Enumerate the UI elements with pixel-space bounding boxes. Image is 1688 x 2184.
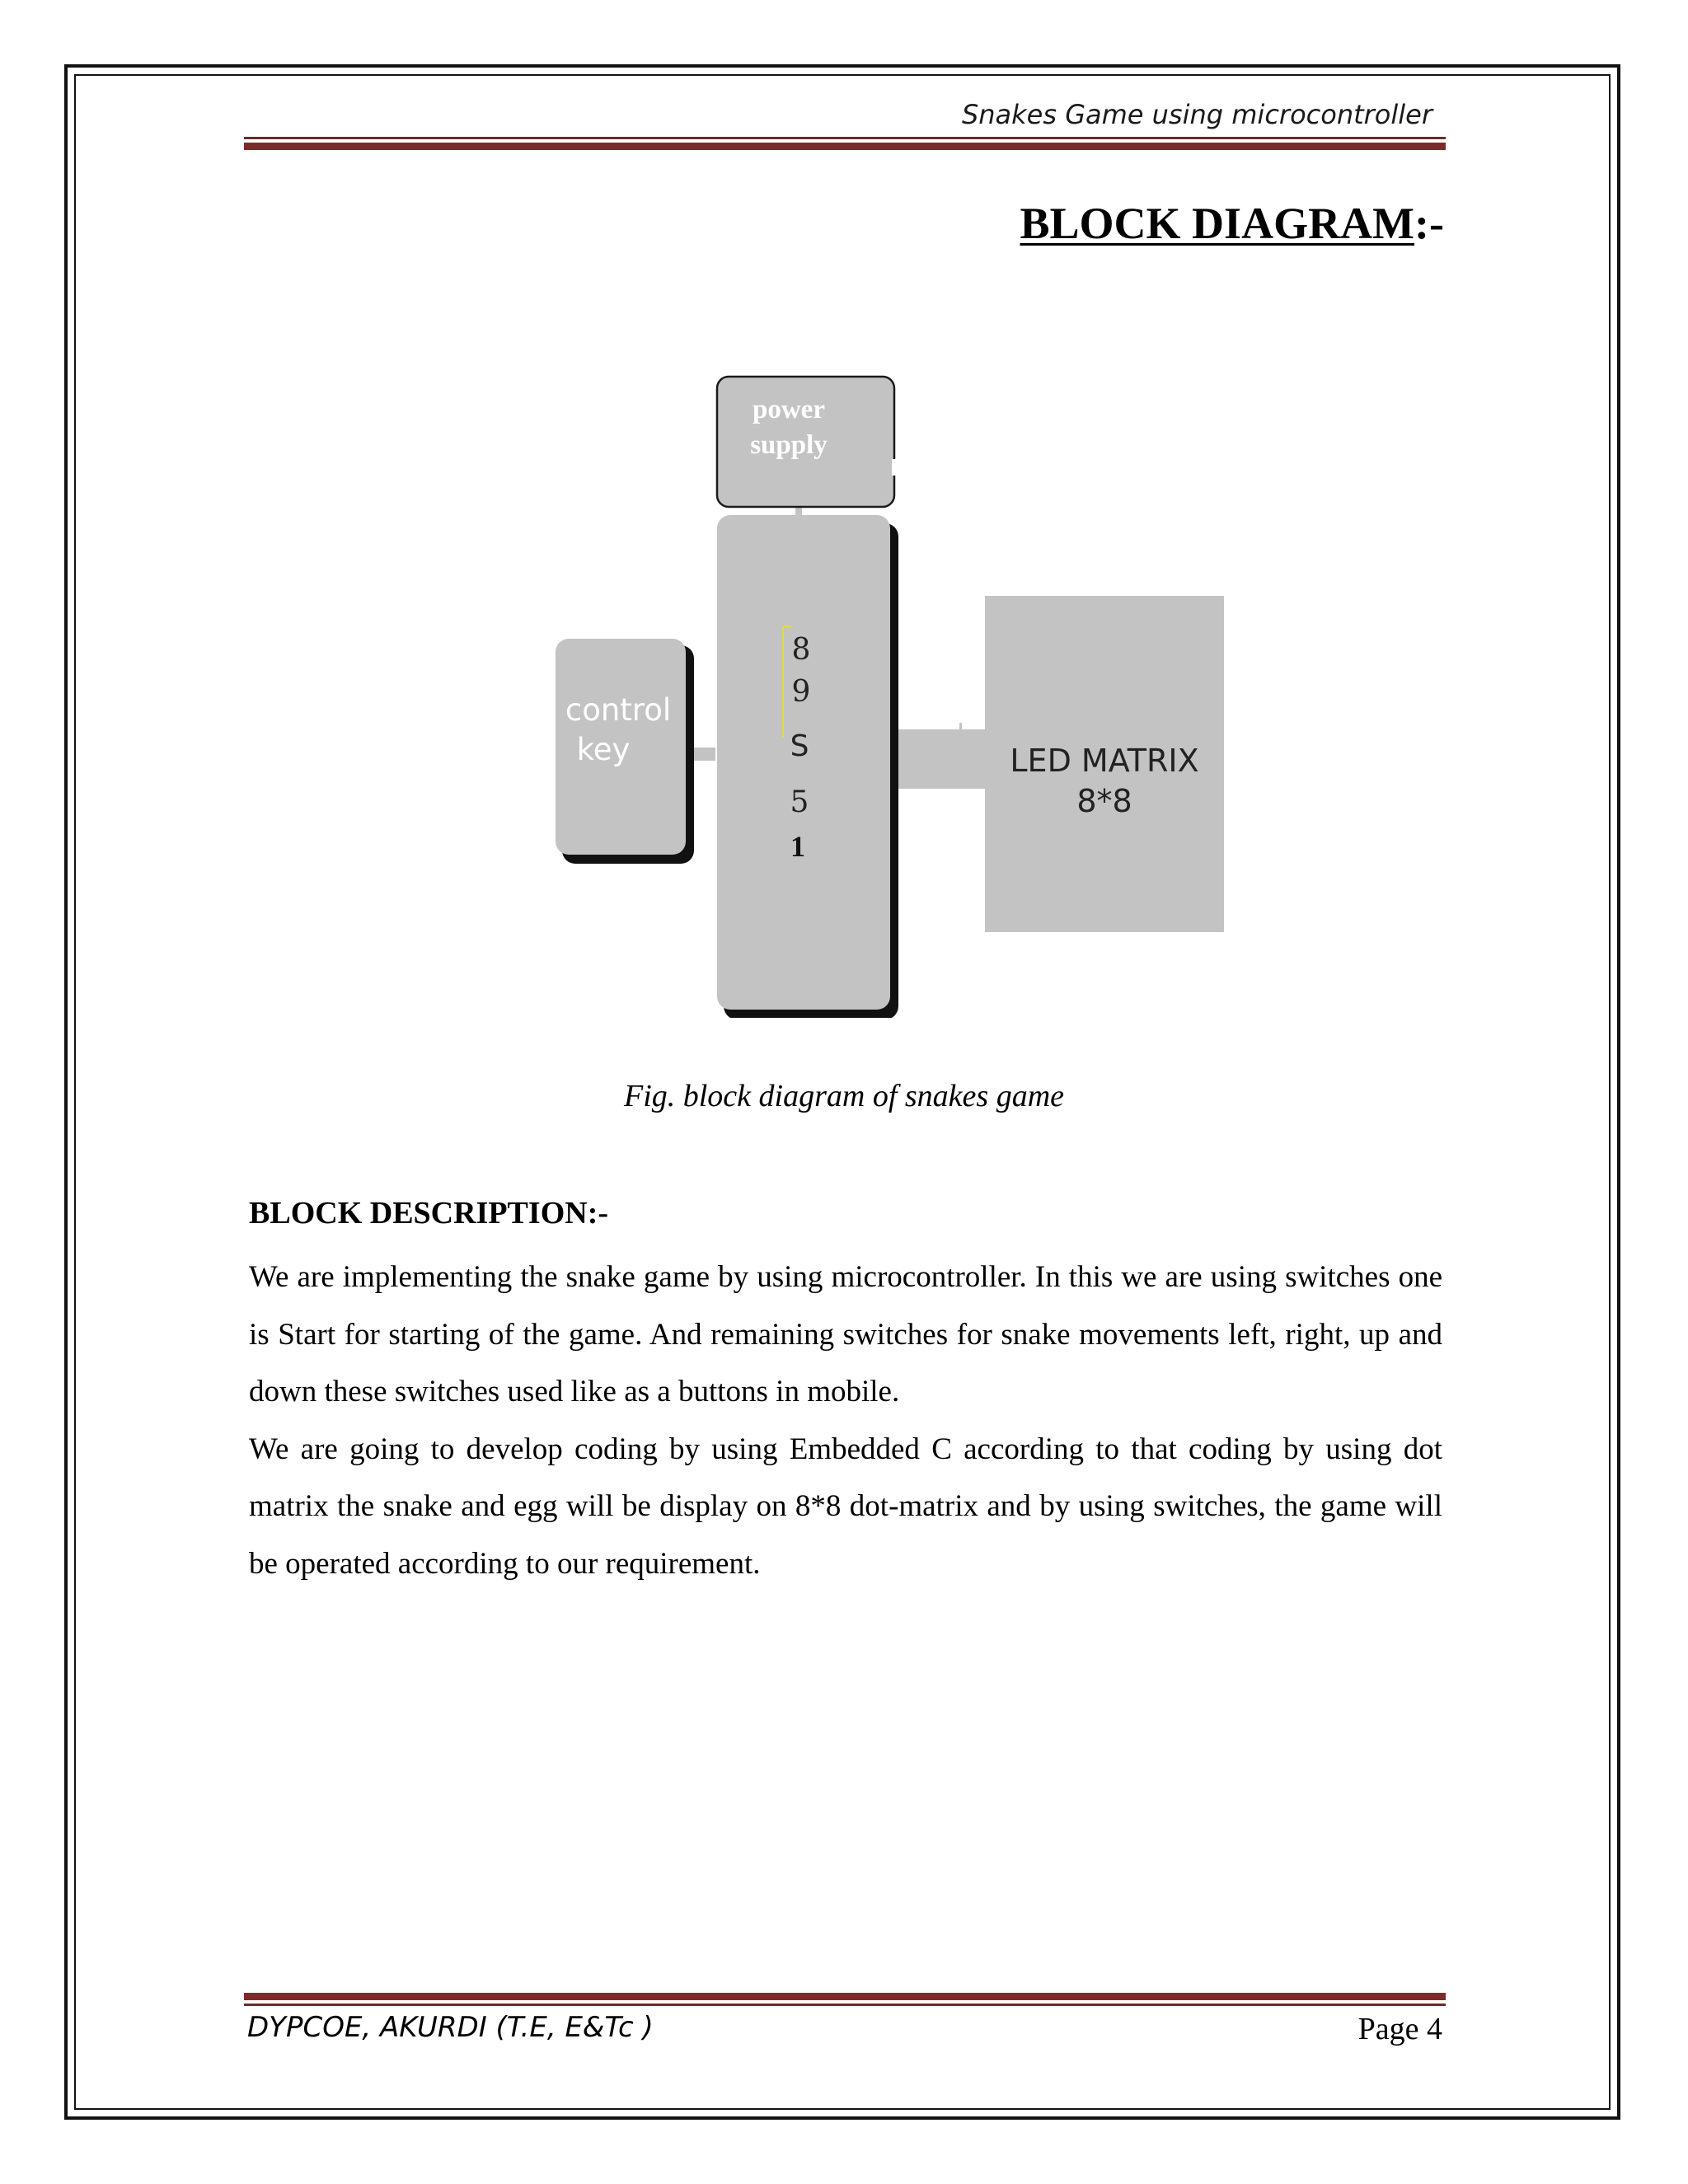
page-number: Page 4 [1357,2012,1442,2046]
led-matrix-label-1: LED MATRIX [1010,743,1199,779]
led-matrix-block [985,596,1224,932]
page-title-text: BLOCK DIAGRAM [1020,199,1415,248]
mcu-digit-9: 9 [791,675,811,709]
section-heading: BLOCK DESCRIPTION:- [249,1196,608,1230]
mcu-digit-8: 8 [791,633,811,667]
connector-tick [959,723,962,731]
led-matrix-label-2: 8*8 [1076,783,1132,819]
power-supply-label-2: supply [750,430,828,460]
mcu-digit-5: 5 [790,785,809,819]
microcontroller-block [717,515,898,1018]
footer-institution: DYPCOE, AKURDI (T.E, E&Tc ) [247,2011,654,2044]
running-header: Snakes Game using microcontroller [961,99,1432,130]
paragraph-2: We are going to develop coding by using Embedded C according to that coding by using dot matrix the snake and egg will be display on 8*8 dot-matrix and by using switches, the game will be operated according to our requirement. [249,1432,1442,1581]
section-body [249,1249,1442,1592]
power-supply-block [717,377,896,507]
header-rule [244,137,1446,150]
page-title-suffix: :- [1414,199,1444,248]
mcu-digit-s: S [790,729,809,763]
mcu-digit-1: 1 [790,830,805,863]
control-key-label-1: control [565,692,672,728]
control-key-label-2: key [576,732,631,767]
power-supply-label-1: power [753,395,825,424]
paragraph-1: We are implementing the snake game by using microcontroller. In this we are using switches one is Start for starting of the game. And remaining switches for snake movements left, right, up and down these switches used like as a buttons in mobile. [249,1260,1442,1408]
control-key-block [556,639,694,864]
figure-caption: Fig. block diagram of snakes game [623,1079,1065,1113]
page-title [1020,198,1444,249]
footer-rule [244,1993,1446,2006]
block-diagram [544,367,1236,1018]
connector-mcu-led [890,729,991,789]
